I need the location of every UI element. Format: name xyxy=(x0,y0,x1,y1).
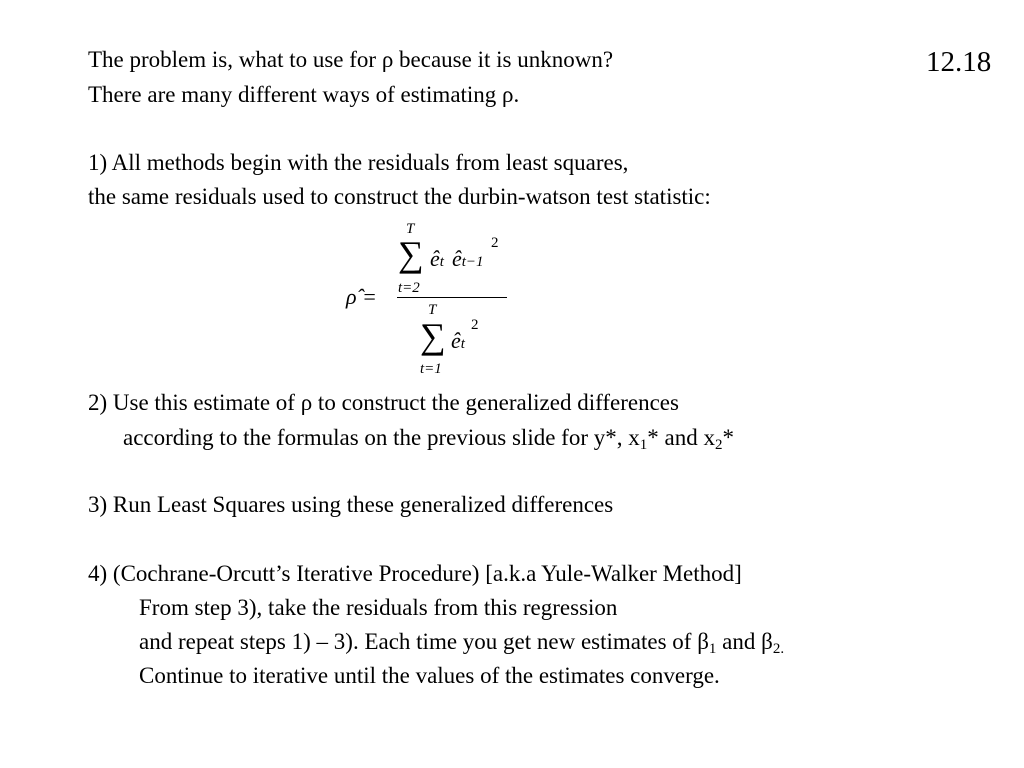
text-line-problem: The problem is, what to use for ρ because it is unknown? xyxy=(88,47,614,72)
den-lower-limit: t=1 xyxy=(420,361,442,377)
text-line-step1: 1) All methods begin with the residuals from least squares, xyxy=(88,150,629,175)
den-exponent: 2 xyxy=(471,317,479,333)
text-line-step2-cont: according to the formulas on the previous slide for y*, $x_1*$ and $x_2*$ xyxy=(123,425,734,453)
num-exponent: 2 xyxy=(491,235,499,251)
num-lower-limit: t=2 xyxy=(398,280,420,296)
text-line-step2: 2) Use this estimate of ρ to construct the generalized differences xyxy=(88,390,679,415)
text-line-step4-c: Continue to iterative until the values of the estimates converge. xyxy=(139,663,720,688)
text-line-estimating: There are many different ways of estimating ρ. xyxy=(88,82,520,107)
num-upper-limit: T xyxy=(406,221,415,237)
slide-number: 12.18 xyxy=(926,46,992,78)
den-upper-limit: T xyxy=(428,302,437,318)
formula-lhs: ρ̂ = xyxy=(346,284,377,309)
num-residual-2: êt−1 xyxy=(452,246,484,271)
num-sum-symbol: ∑ xyxy=(398,234,424,274)
den-sum-symbol: ∑ xyxy=(420,316,446,356)
den-residual: êt xyxy=(451,328,465,353)
fraction-bar xyxy=(397,297,507,298)
text-line-step1-cont: the same residuals used to construct the durbin-watson test statistic: xyxy=(88,184,711,209)
text-line-step4-a: From step 3), take the residuals from this regression xyxy=(139,595,618,620)
text-line-step4: 4) (Cochrane-Orcutt’s Iterative Procedure) [a.k.a Yule-Walker Method] xyxy=(88,561,742,586)
num-residual-1: êt xyxy=(430,246,444,271)
text-line-step3: 3) Run Least Squares using these generalized differences xyxy=(88,492,614,517)
text-line-step4-b: and repeat steps 1) – 3). Each time you get new estimates of $\beta_1$ and $\beta_{2.}$ xyxy=(139,629,785,657)
